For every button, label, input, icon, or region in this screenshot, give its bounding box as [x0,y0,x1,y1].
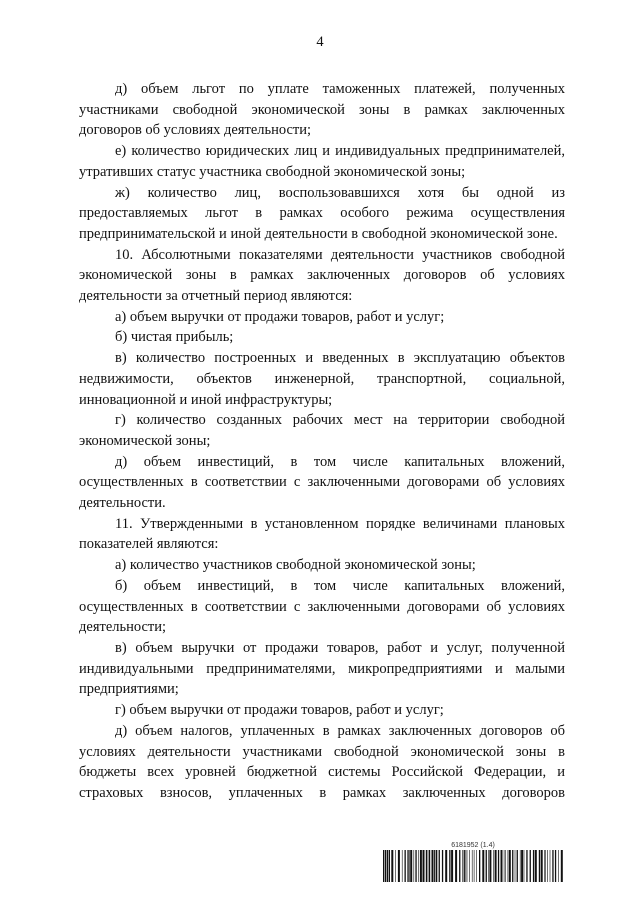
paragraph-item-d-customs-benefits: д) объем льгот по уплате таможенных платежей, полученных участниками свободной экономической зоны в рамках заключенных договоров об условиях деятельности; [79,81,565,139]
document-code: 6181952 (1.4) [451,842,495,849]
paragraph-11-item-g: г) объем выручки от продажи товаров, работ и услуг; [115,702,444,719]
paragraph-10-item-b: б) чистая прибыль; [115,329,234,346]
document-body [79,79,565,804]
paragraph-10-absolute-indicators: 10. Абсолютными показателями деятельности участников свободной экономической зоны в рамках заключенных договоров об условиях деятельности за отчетный период являются: [79,246,565,305]
paragraph-11-item-v: в) объем выручки от продажи товаров, работ и услуг, полученной индивидуальными предпринимателями, микропредприятиями и малыми предприятиями; [79,639,565,698]
paragraph-item-zh-benefit-users: ж) количество лиц, воспользовавшихся хотя бы одной из предоставляемых льгот в рамках особого режима осуществления предпринимательской и иной деятельности в свободной экономической зоне. [79,184,565,242]
paragraph-11-item-b: б) объем инвестиций, в том числе капитальных вложений, осуществленных в соответствии с заключенными договорами об условиях деятельности; [79,577,565,636]
paragraph-10-item-g: г) количество созданных рабочих мест на территории свободной экономической зоны; [79,412,565,449]
paragraph-10-item-v: в) количество построенных и введенных в эксплуатацию объектов недвижимости, объектов инженерной, транспортной, социальной, инновационной и иной инфраструктуры; [79,350,565,408]
paragraph-10-item-d: д) объем инвестиций, в том числе капитальных вложений, осуществленных в соответствии с заключенными договорами об условиях деятельности. [79,453,565,512]
paragraph-11-item-d: д) объем налогов, уплаченных в рамках заключенных договоров об условиях деятельности участниками свободной экономической зоны в бюджеты всех уровней бюджетной системы Российской Федерации, и страховых взносов, уплаченных в рамках заключенных договоров [79,722,565,801]
paragraph-item-e-lost-status: е) количество юридических лиц и индивидуальных предпринимателей, утративших статус участника свободной экономической зоны; [79,143,565,180]
paragraph-11-item-a: а) количество участников свободной экономической зоны; [115,557,476,574]
paragraph-10-item-a: а) объем выручки от продажи товаров, работ и услуг; [115,308,445,325]
paragraph-11-planned-indicators: 11. Утвержденными в установленном порядке величинами плановых показателей являются: [79,515,565,553]
page-number: 4 [316,34,324,50]
barcode-image [383,850,563,882]
